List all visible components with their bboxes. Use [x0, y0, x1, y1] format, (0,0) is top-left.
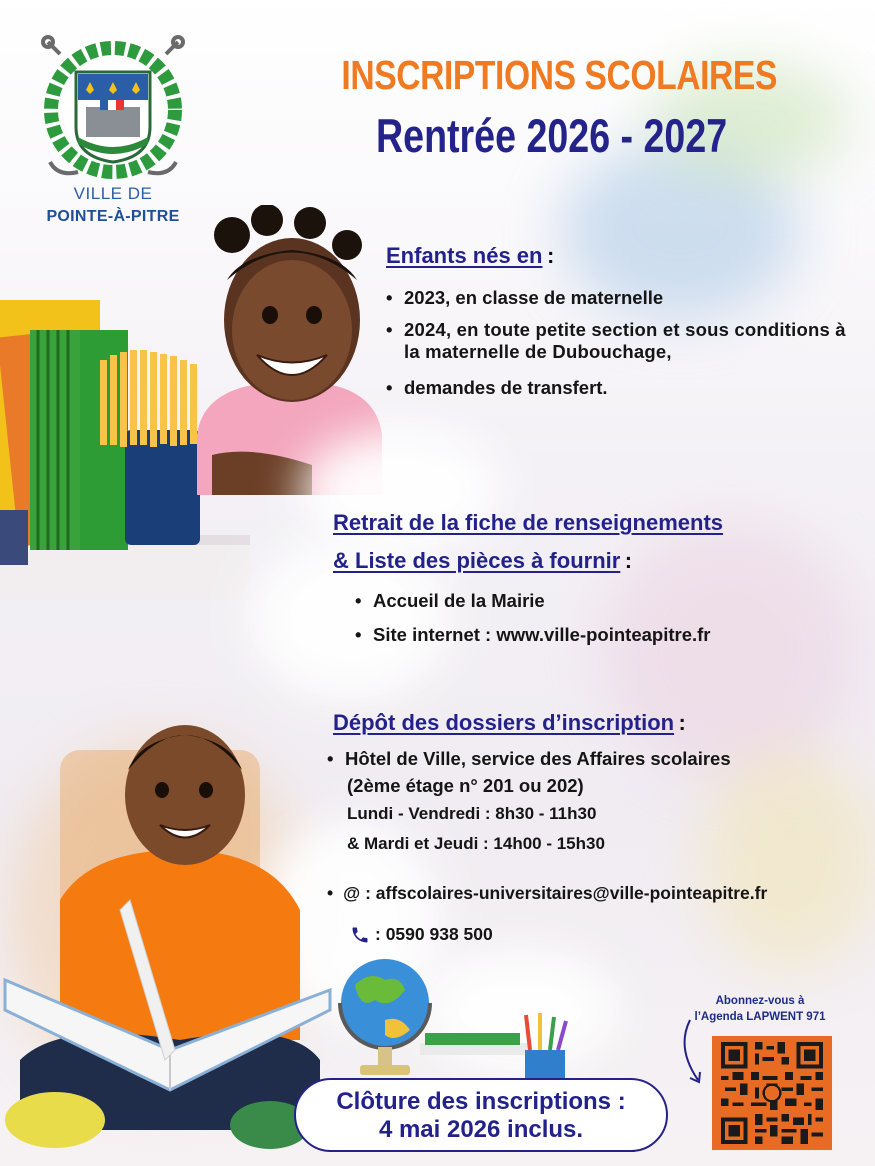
- deposit-hours-2: & Mardi et Jeudi : 14h00 - 15h30: [347, 834, 605, 853]
- list-item: • Accueil de la Mairie: [355, 590, 853, 612]
- births-heading-colon: :: [546, 243, 555, 268]
- qr-code[interactable]: [712, 1036, 832, 1150]
- list-item: • Site internet : www.ville-pointeapitre.fr: [355, 624, 853, 646]
- town-logo: [38, 32, 188, 232]
- globe-illustration: [330, 955, 580, 1080]
- boy-photo-illustration: [0, 700, 340, 1160]
- closing-label: Clôture des inscriptions :: [336, 1088, 626, 1115]
- deposit-list: [327, 748, 863, 770]
- phone-icon: [349, 925, 371, 945]
- contact-phone-row: [349, 924, 493, 945]
- forms-heading-line2: [333, 548, 853, 574]
- births-list: [386, 287, 856, 399]
- town-crest-icon: [38, 32, 188, 182]
- logo-town-label: VILLE DE: [73, 184, 153, 203]
- deposit-heading: [333, 710, 863, 736]
- forms-heading-colon: :: [624, 548, 633, 573]
- deposit-heading-text: Dépôt des dossiers d’inscription: [333, 710, 675, 735]
- contact-phone[interactable]: : 0590 938 500: [375, 924, 493, 944]
- section-deposit: [333, 710, 863, 859]
- contact-email[interactable]: @ : affscolaires-universitaires@ville-pointeapitre.fr: [343, 883, 768, 903]
- deposit-floor: (2ème étage n° 201 ou 202): [347, 775, 584, 796]
- page-subtitle: Rentrée 2026 - 2027: [376, 109, 728, 162]
- section-births: [386, 243, 856, 399]
- list-item: • 2024, en toute petite section et sous conditions à la maternelle de Dubouchage,: [386, 319, 849, 363]
- qr-label-line1: Abonnez-vous à: [715, 995, 805, 1007]
- forms-list: [355, 590, 853, 646]
- qr-code-icon: [718, 1042, 826, 1144]
- deposit-hours-1: Lundi - Vendredi : 8h30 - 11h30: [347, 804, 597, 823]
- births-heading-text: Enfants nés en: [386, 243, 543, 268]
- curved-arrow-icon: [676, 1018, 712, 1090]
- list-item: • demandes de transfert.: [386, 377, 856, 399]
- contact-email-row: • @ : affscolaires-universitaires@ville-pointeapitre.fr: [327, 883, 768, 903]
- section-forms: [333, 510, 853, 646]
- list-item: • 2023, en classe de maternelle: [386, 287, 856, 309]
- closing-date: 4 mai 2026 inclus.: [378, 1116, 584, 1143]
- page-title: INSCRIPTIONS SCOLAIRES: [341, 52, 777, 98]
- deposit-heading-colon: :: [678, 710, 686, 735]
- list-item: • Hôtel de Ville, service des Affaires scolaires: [327, 748, 863, 770]
- logo-town-name: POINTE-À-PITRE: [46, 208, 180, 225]
- forms-heading-line1: [333, 510, 853, 536]
- qr-label-line2: l’Agenda LAPWENT 971: [694, 1011, 826, 1023]
- closing-box: [294, 1078, 668, 1152]
- forms-heading-text-1: Retrait de la fiche de renseignements: [333, 510, 724, 535]
- forms-heading-text-2: & Liste des pièces à fournir: [333, 548, 621, 573]
- section-births-heading: [386, 243, 856, 269]
